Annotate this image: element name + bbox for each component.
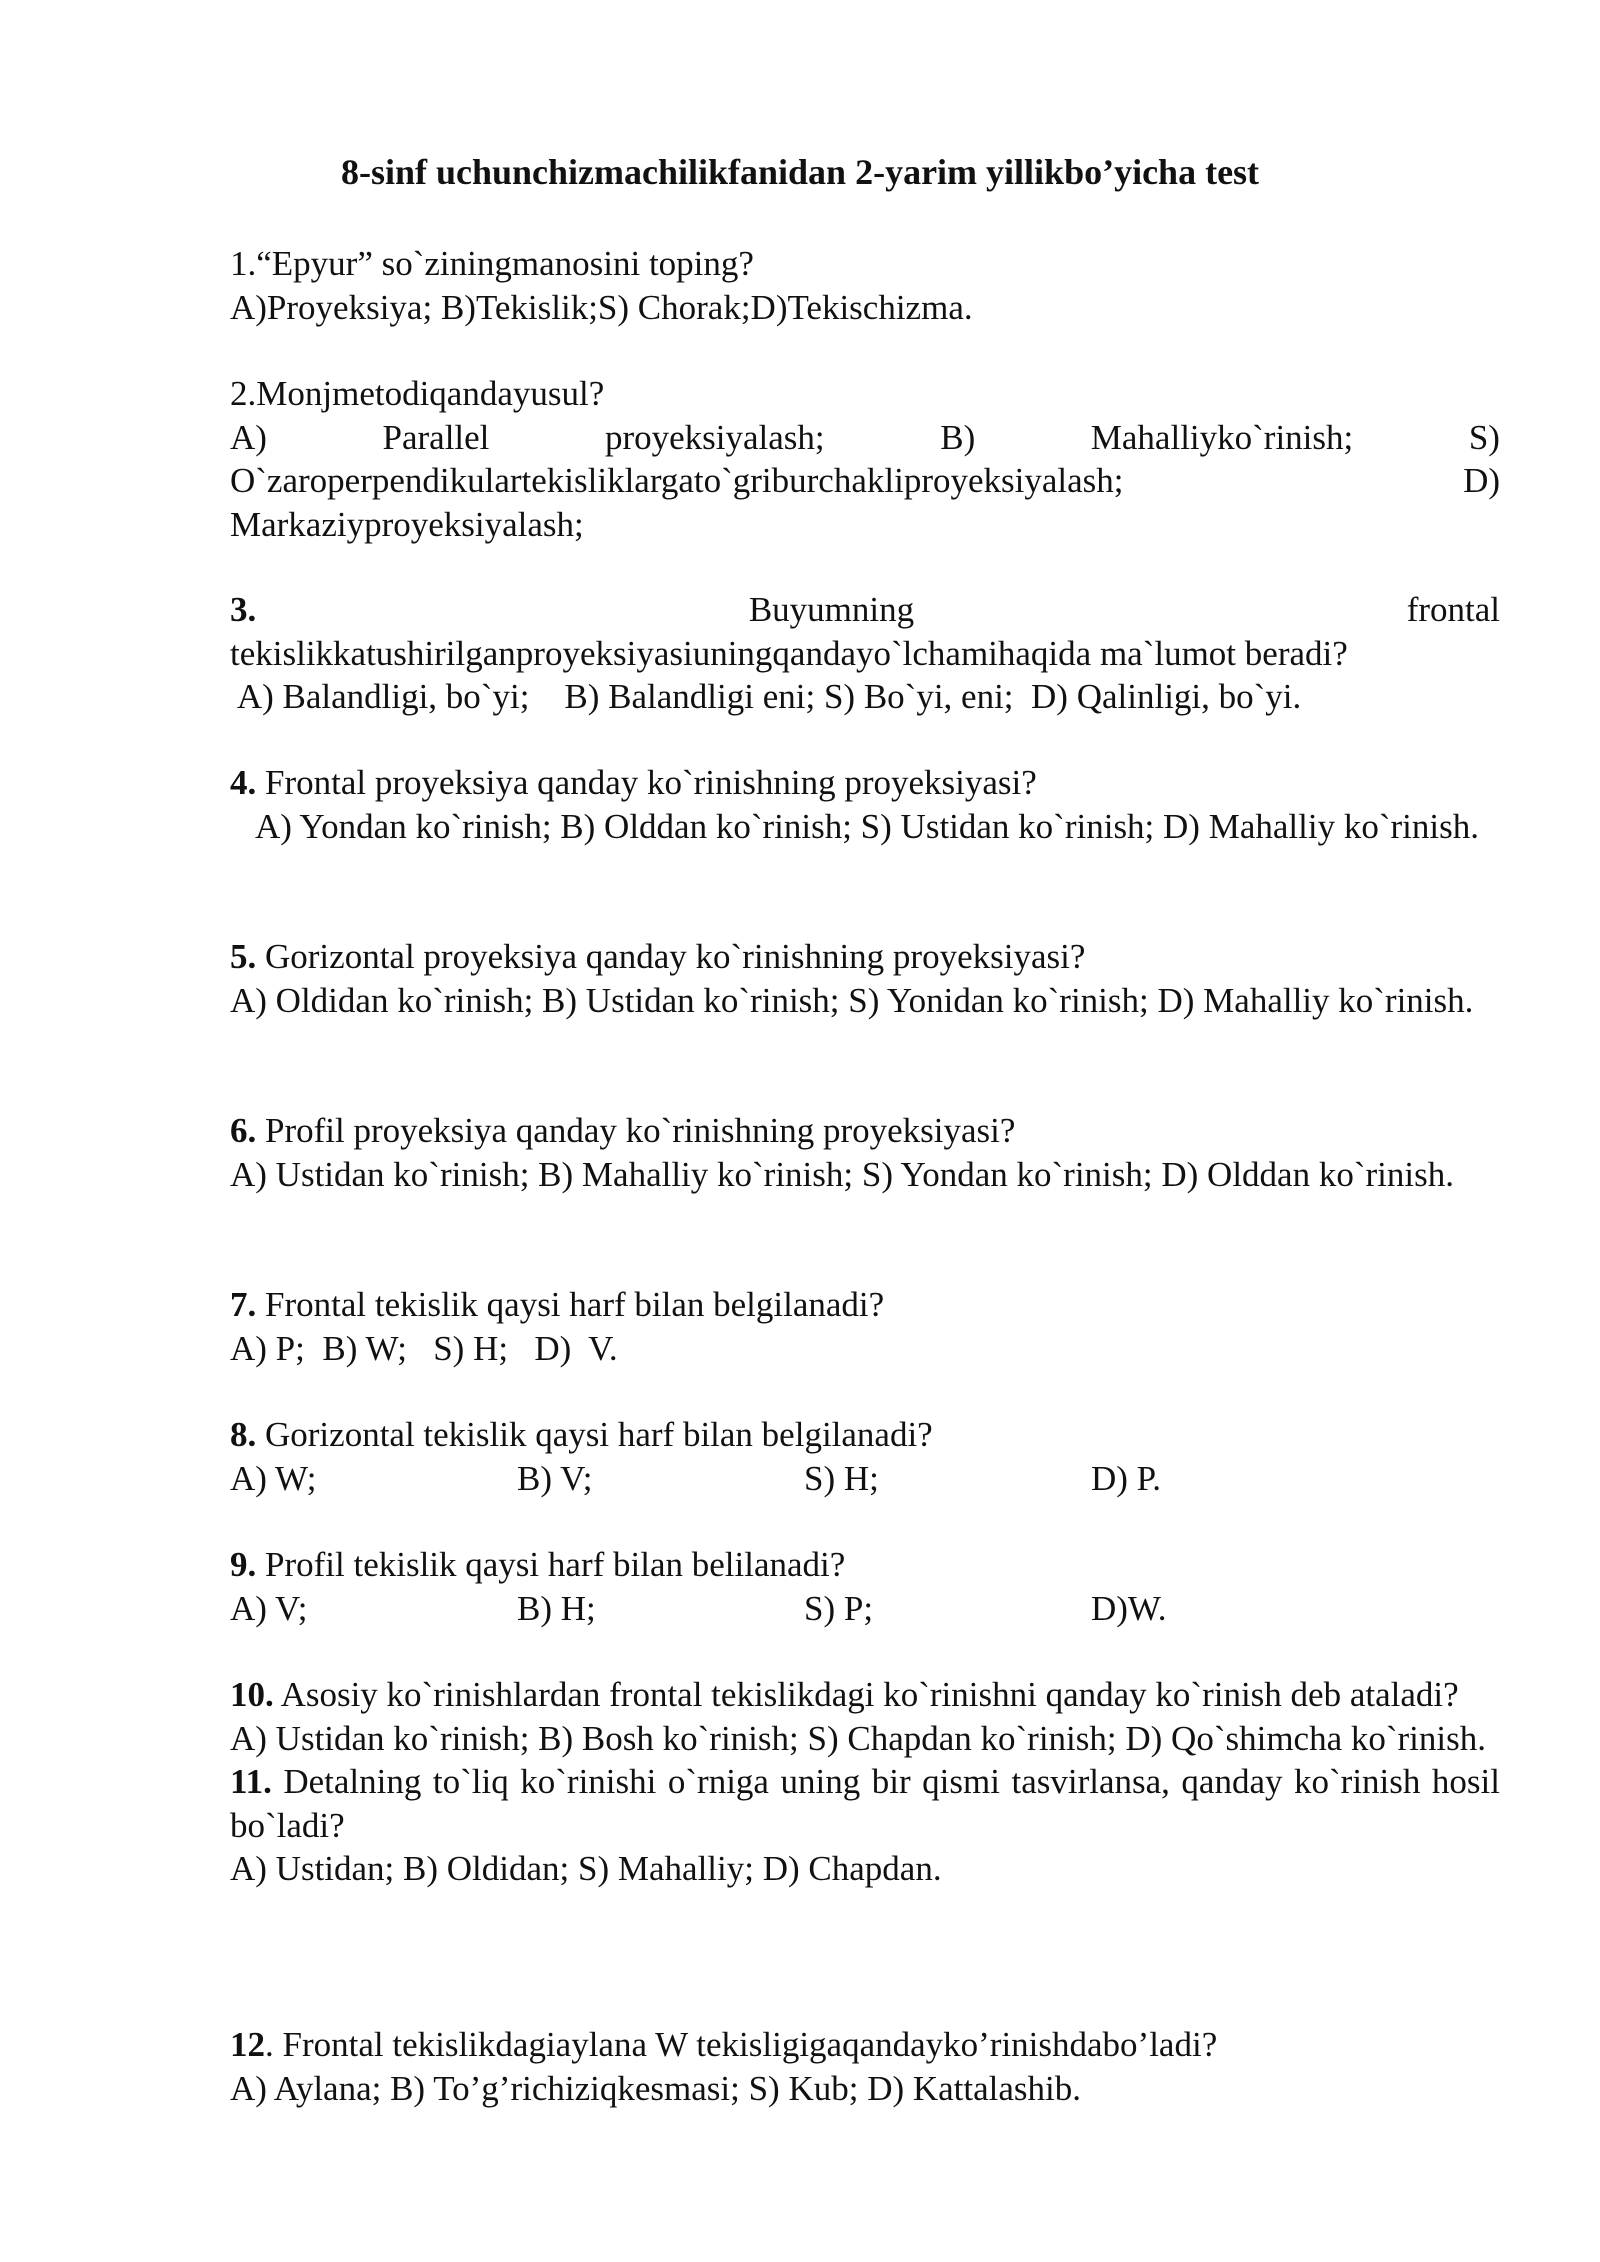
question-5 — [230, 935, 1500, 1022]
question-number: 3. — [230, 590, 257, 629]
page-title: 8-sinf uchunchizmachilikfanidan 2-yarim yillikbo’yicha test — [340, 152, 1260, 192]
answer-b: B) V; — [517, 1458, 593, 1498]
question-12-answers: A) Aylana; B) To’g’richiziqkesmasi; S) Kub; D) Kattalashib. — [230, 2068, 1082, 2108]
question-5-answers: A) Oldidan ko`rinish; B) Ustidan ko`rinish; S) Yonidan ko`rinish; D) Mahalliy ko`rinish. — [230, 980, 1474, 1020]
question-11-answers: A) Ustidan; B) Oldidan; S) Mahalliy; D) Chapdan. — [230, 1849, 942, 1888]
question-body: Profil proyeksiya qanday ko`rinishning proyeksiyasi? — [256, 1111, 1016, 1150]
question-body: . Frontal tekislikdagiaylana W tekisligigaqandayko’rinishdabo’ladi? — [265, 2025, 1218, 2064]
question-number: 6. — [230, 1111, 257, 1150]
answer-word: B) — [940, 417, 976, 457]
question-number: 7. — [230, 1285, 257, 1324]
question-2-answers-line-2 — [230, 459, 1500, 503]
answer-word: A) — [230, 417, 267, 457]
answer-d: D)W. — [1091, 1588, 1167, 1628]
question-number: 12 — [230, 2025, 265, 2064]
question-number: 8. — [230, 1415, 257, 1454]
answer-d: D) P. — [1091, 1458, 1162, 1498]
question-7-text — [230, 1283, 1500, 1327]
question-body: Gorizontal proyeksiya qanday ko`rinishning proyeksiyasi? — [256, 937, 1086, 976]
question-11-text — [230, 1760, 1500, 1847]
question-body: Gorizontal tekislik qaysi harf bilan belgilanadi? — [256, 1415, 933, 1454]
question-8-answers — [230, 1457, 1500, 1501]
question-body: Frontal tekislik qaysi harf bilan belgilanadi? — [256, 1285, 885, 1324]
question-word: Buyumning — [748, 590, 915, 629]
question-7 — [230, 1283, 1500, 1370]
question-3-answers: A) Balandligi, bo`yi; B) Balandligi eni; S) Bo`yi, eni; D) Qalinligi, bo`yi. — [230, 677, 1302, 716]
question-8 — [230, 1413, 1500, 1500]
question-2-answers-line-1 — [230, 416, 1500, 460]
question-word: frontal — [1406, 590, 1500, 629]
answer-word: S) — [1468, 417, 1500, 457]
question-6 — [230, 1109, 1500, 1196]
question-1-answers: A)Proyeksiya; B)Tekislik;S) Chorak;D)Tekischizma. — [230, 287, 973, 327]
answer-word: O`zaroperpendikulartekisliklargato`griburchakliproyeksiyalash; — [230, 461, 1124, 500]
question-4-answers: A) Yondan ko`rinish; B) Olddan ko`rinish; S) Ustidan ko`rinish; D) Mahalliy ko`rinish. — [255, 806, 1479, 846]
question-body: Profil tekislik qaysi harf bilan belilanadi? — [256, 1545, 846, 1584]
question-4 — [230, 761, 1500, 848]
question-number: 4. — [230, 763, 257, 802]
question-8-text — [230, 1413, 1500, 1457]
question-body: Detalning to`liq ko`rinishi o`rniga uning bir qismi tasvirlansa, qanday ko`rinish hosil bo`ladi? — [230, 1762, 1500, 1845]
question-12-text — [230, 2023, 1500, 2067]
question-12 — [230, 2023, 1500, 2110]
question-6-text — [230, 1109, 1500, 1153]
answer-s: S) P; — [804, 1588, 874, 1628]
question-body: Frontal proyeksiya qanday ko`rinishning proyeksiyasi? — [256, 763, 1037, 802]
answer-word: D) — [1463, 461, 1500, 500]
question-5-text — [230, 935, 1500, 979]
question-10-text — [230, 1673, 1500, 1717]
answer-b: B) H; — [517, 1588, 596, 1628]
question-1-text: 1.“Epyur” so`ziningmanosini toping? — [230, 244, 754, 283]
question-3-line-1 — [230, 588, 1500, 632]
question-number: 10. — [230, 1675, 274, 1714]
question-number: 11. — [230, 1762, 272, 1801]
question-2 — [230, 372, 1500, 546]
question-number: 5. — [230, 937, 257, 976]
question-body: Asosiy ko`rinishlardan frontal tekislikdagi ko`rinishni qanday ko`rinish deb ataladi? — [273, 1675, 1459, 1714]
question-2-text: 2.Monjmetodiqandayusul? — [230, 374, 605, 413]
answer-a: A) W; — [230, 1458, 317, 1498]
question-9 — [230, 1543, 1500, 1630]
question-3-line-2: tekislikkatushirilganproyeksiyasiuningqandayo`lchamihaqida ma`lumot beradi? — [230, 633, 1348, 673]
question-6-answers: A) Ustidan ko`rinish; B) Mahalliy ko`rinish; S) Yondan ko`rinish; D) Olddan ko`rinish. — [230, 1154, 1454, 1194]
question-7-answers: A) P; B) W; S) H; D) V. — [230, 1328, 618, 1368]
answer-a: A) V; — [230, 1588, 308, 1628]
answer-word: Parallel — [382, 417, 490, 457]
question-9-answers — [230, 1587, 1500, 1631]
answer-s: S) H; — [804, 1458, 879, 1498]
question-number: 9. — [230, 1545, 257, 1584]
question-3 — [230, 588, 1500, 719]
question-10 — [230, 1673, 1500, 1891]
question-4-text — [230, 761, 1500, 805]
question-10-answers: A) Ustidan ko`rinish; B) Bosh ko`rinish; S) Chapdan ko`rinish; D) Qo`shimcha ko`rinish. — [230, 1718, 1487, 1758]
question-9-text — [230, 1543, 1500, 1587]
question-2-answers-line-3: Markaziyproyeksiyalash; — [230, 504, 584, 544]
answer-word: proyeksiyalash; — [604, 417, 825, 457]
answer-word: Mahalliyko`rinish; — [1090, 417, 1354, 457]
question-1 — [230, 242, 1500, 329]
